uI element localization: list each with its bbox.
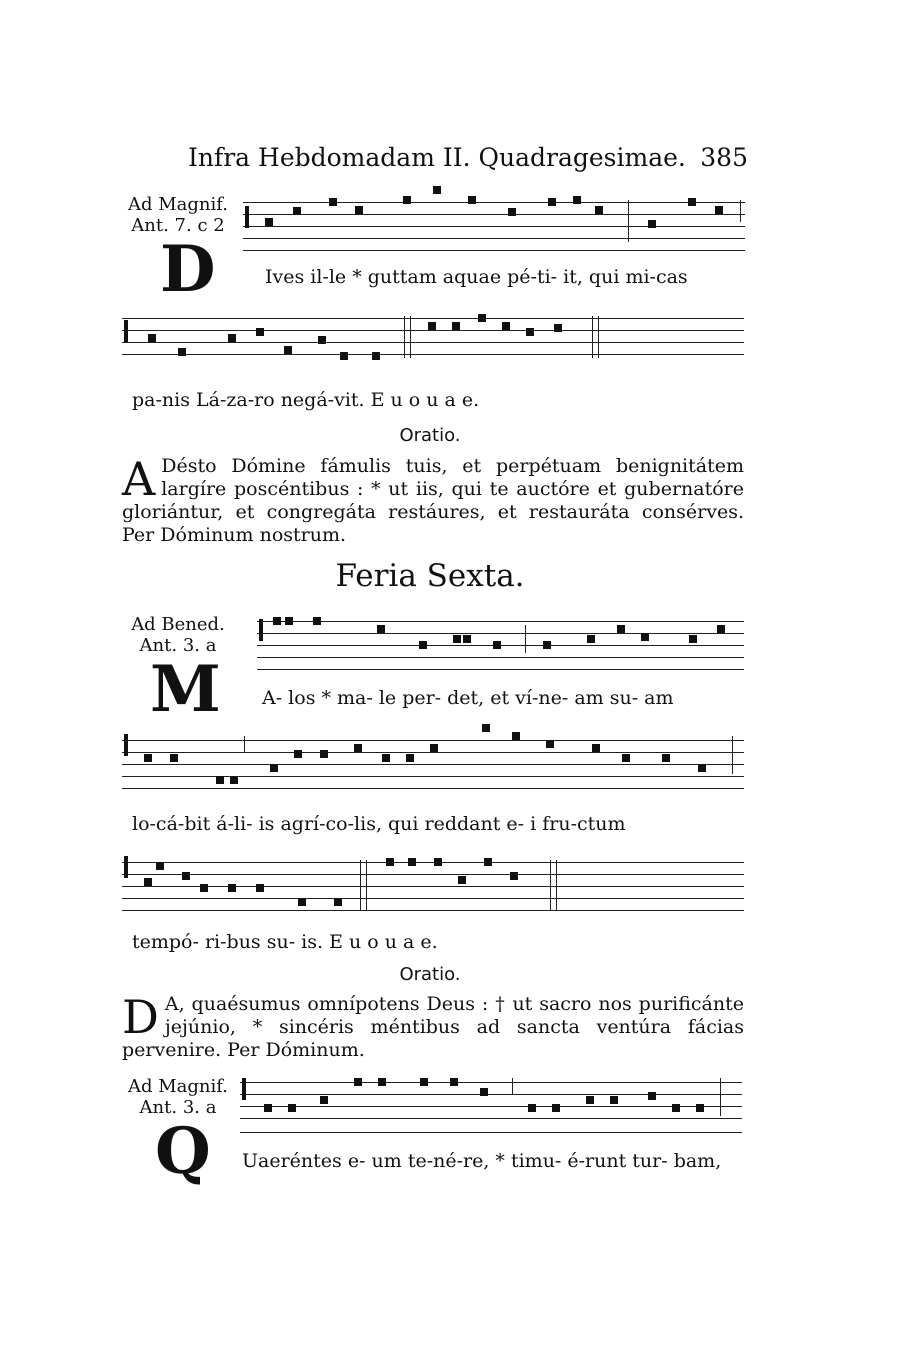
music-staff: [243, 202, 745, 238]
antiphon-label-office: Ad Magnif.: [127, 1076, 229, 1097]
prayer-body: Désto Dómine fámulis tuis, et perpétuam benignitátem largíre poscéntibus : * ut iis, qui te auctóre et gubernatóre gloriántur, et congregáta restáures, et restauráta consérves. Per Dóminum nostrum.: [122, 455, 744, 546]
lyrics-line: Ives il-le * guttam aquae pé-ti- it, qui mi-cas: [265, 266, 688, 288]
prayer-body: A, quaésumus omnípotens Deus : † ut sacro nos purificánte jejúnio, * sincéris méntibus ad sancta ventúra fácias pervenire. Per Dóminum.: [122, 993, 744, 1061]
lyrics-line: Uaeréntes e- um te-né-re, * timu- é-runt tur- bam,: [242, 1150, 722, 1172]
lyrics-line: A- los * ma- le per- det, et ví-ne- am su- am: [262, 687, 674, 709]
lyrics-line: tempó- ri-bus su- is. E u o u a e.: [132, 931, 438, 953]
page-number: 385: [700, 143, 748, 172]
oratio-heading: Oratio.: [399, 425, 461, 446]
prayer-text: [122, 452, 744, 547]
music-staff: [122, 862, 744, 898]
oratio-heading: Oratio.: [399, 964, 461, 985]
music-staff: [240, 1082, 742, 1118]
antiphon-label-office: Ad Magnif.: [127, 194, 229, 215]
prayer-initial: D: [122, 990, 159, 1044]
antiphon-label: [118, 614, 238, 656]
antiphon-label-office: Ad Bened.: [131, 614, 225, 635]
initial-capital: D: [160, 232, 216, 307]
lyrics-line: pa-nis Lá-za-ro negá-vit. E u o u a e.: [132, 389, 480, 411]
music-staff: [257, 621, 744, 657]
prayer-initial: A: [122, 452, 156, 506]
initial-capital: M: [150, 652, 221, 727]
antiphon-label: [118, 1076, 238, 1118]
music-staff: [122, 740, 744, 776]
antiphon-label: [118, 194, 238, 236]
lyrics-line: lo-cá-bit á-li- is agrí-co-lis, qui reddant e- i fru-ctum: [132, 813, 626, 835]
antiphon-label-mode: Ant. 7. c 2: [131, 215, 225, 236]
music-staff: [122, 318, 744, 354]
section-title: Feria Sexta.: [335, 558, 525, 594]
initial-capital: Q: [155, 1114, 211, 1189]
antiphon-label-mode: Ant. 3. a: [139, 635, 217, 656]
running-header: [188, 143, 748, 179]
antiphon-label-mode: Ant. 3. a: [139, 1097, 217, 1118]
prayer-text: [122, 990, 744, 1062]
running-title: Infra Hebdomadam II. Quadragesimae.: [188, 143, 686, 172]
